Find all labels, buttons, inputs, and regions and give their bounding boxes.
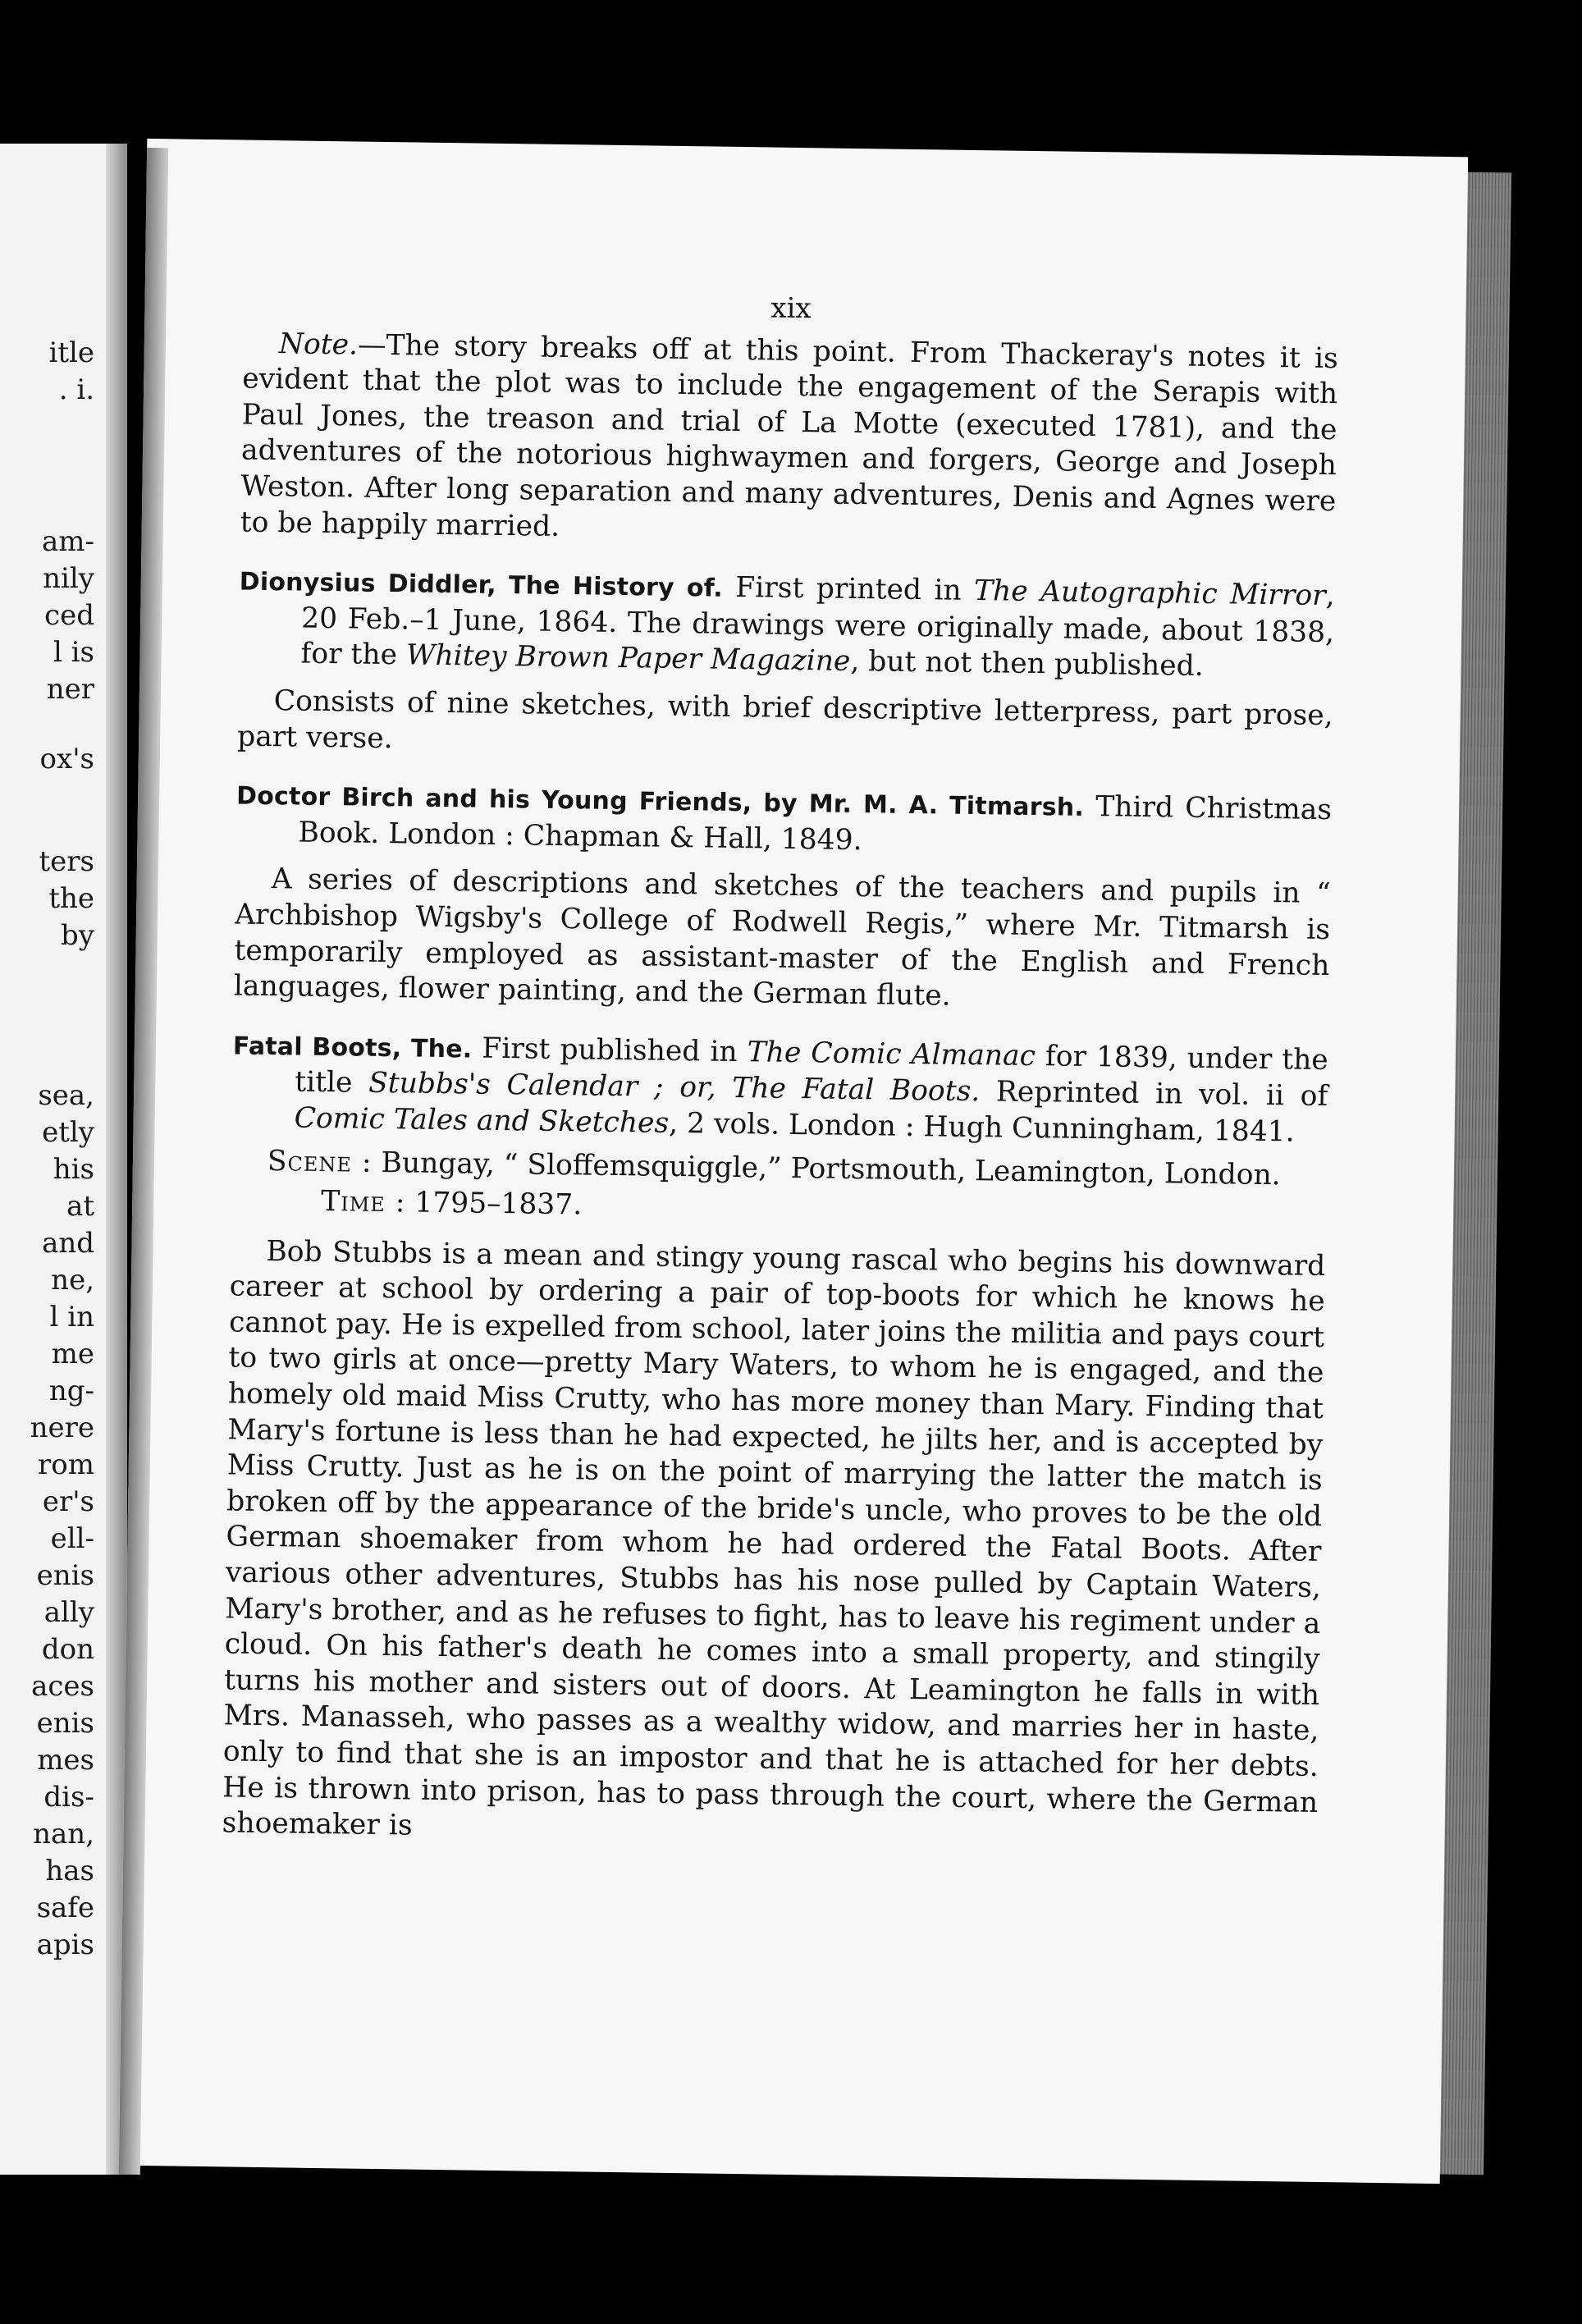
publication-title: Stubbs's Calendar ; or, The Fatal Boots. — [368, 1067, 981, 1109]
entry-text: Third Christmas Book. London : Chapman & Hall, 1849. — [298, 790, 1333, 857]
left-page-fragment: at — [66, 1190, 94, 1223]
entry-doctor-birch-body: A series of descriptions and sketches of the teachers and pupils in “ Archbishop Wigsby's College of Rodwell Regis,” where Mr. Titmarsh is temporarily employed as assistant-master of the English and French languages, flower painting, and the German flute. — [233, 862, 1331, 1013]
entry-text: for 1839, under the title — [295, 1039, 1329, 1100]
publication-title: The Comic Almanac — [747, 1035, 1036, 1073]
entry-text: First printed in — [722, 570, 975, 608]
entry-title: Dionysius Diddler, The History of. — [239, 567, 724, 603]
entry-dionysius-body: Consists of nine sketches, with brief descriptive letterpress, part prose, part verse. — [236, 684, 1333, 755]
left-page-fragment: don — [41, 1633, 94, 1666]
entry-doctor-birch-heading — [235, 778, 1332, 866]
left-page — [0, 144, 127, 2175]
left-page-fragment: safe — [36, 1892, 94, 1924]
note-paragraph — [240, 326, 1338, 556]
scene-label: Scene : — [267, 1145, 373, 1180]
entry-fatal-boots-heading — [231, 1027, 1328, 1151]
left-page-fragment: aces — [31, 1670, 94, 1703]
time-text: 1795–1837. — [405, 1186, 583, 1222]
note-text: —The story breaks off at this point. From Thackeray's notes it is evident that the plot was to include the engagement of the Serapis with Paul Jones, the treason and trial of La Motte (executed 1781), and the adventures of the notorious highwaymen and forgers, George and Joseph Weston. After long separation and many adventures, Denis and Agnes were to be happily married. — [240, 328, 1339, 543]
publication-title: Whitey Brown Paper Magazine — [405, 638, 851, 679]
entry-text: , 20 Feb.–1 June, 1864. The drawings were originally made, about 1838, for the — [300, 579, 1335, 672]
left-page-fragment: has — [45, 1855, 94, 1887]
left-page-fragment: ng- — [48, 1375, 94, 1407]
entry-text: , 2 vols. London : Hugh Cunningham, 1841. — [668, 1106, 1295, 1149]
left-page-fragment: ced — [44, 599, 94, 632]
publication-title: Comic Tales and Sketches — [294, 1101, 670, 1140]
left-page-fragment: ell- — [50, 1522, 94, 1555]
left-page-fragment: l in — [49, 1301, 94, 1334]
entry-title: Doctor Birch and his Young Friends, by Mr. M. A. Titmarsh. — [235, 781, 1085, 823]
left-page-fragment: the — [48, 882, 94, 915]
left-page-fragment: nily — [43, 562, 94, 595]
left-page-fragment: nan, — [33, 1818, 94, 1851]
left-page-fragment: etly — [42, 1116, 94, 1149]
entry-fatal-boots-body: Bob Stubbs is a mean and stingy young rascal who begins his downward career at school by ordering a pair of top-boots for which he knows he cannot pay. He is expelled from school, later joins the militia and pays court to two girls at once—pretty Mary Waters, to whom he is engaged, and the homely old maid Miss Crutty, who has more money than Mary. Finding that Mary's fortune is less than he had expected, he jilts her, and is accepted by Miss Crutty. Just as he is on the point of marrying the latter the match is broken off by the appearance of the bride's uncle, who proves to be the old German shoemaker from whom he had ordered the Fatal Boots. After various other adventures, Stubbs has his nose pulled by Captain Waters, Mary's brother, and as he refuses to fight, has to leave his regiment under a cloud. On his father's death he comes into a small property, and stingily turns his mother and sisters out of doors. At Leamington he falls in with Mrs. Manasseh, who passes as a wealthy widow, and marries her in haste, only to find that she is an impostor and that he is attached for her debts. He is thrown into prison, has to pass through the court, where the German shoemaker is — [222, 1234, 1326, 1842]
left-page-fragment: ne, — [51, 1264, 94, 1297]
publication-title: The Autographic Mirror — [973, 574, 1326, 613]
left-page-fragment: enis — [36, 1559, 94, 1592]
note-label: Note. — [278, 327, 359, 362]
time-label: Time : — [320, 1185, 406, 1219]
left-page-fragment: enis — [36, 1707, 94, 1740]
left-page-fragment: apis — [36, 1928, 94, 1961]
entry-text: , but not then published. — [850, 645, 1205, 684]
scene-text: Bungay, “ Sloffemsquiggle,” Portsmouth, Leamington, London. — [372, 1146, 1281, 1192]
left-page-fragment: am- — [42, 525, 94, 558]
entry-title: Fatal Boots, The. — [232, 1032, 473, 1064]
left-page-fragment: and — [42, 1227, 94, 1260]
left-page-fragment: mes — [37, 1744, 94, 1777]
entry-text: First published in — [472, 1032, 748, 1068]
page-number: xix — [770, 291, 812, 326]
left-page-fragment: ally — [43, 1596, 94, 1629]
left-page-fragment: nere — [30, 1411, 94, 1444]
left-page-fragment: er's — [42, 1485, 94, 1518]
left-page-fragment: sea, — [38, 1079, 94, 1112]
left-page-fragment: dis- — [43, 1781, 94, 1814]
left-page-fragment: ters — [39, 845, 94, 878]
left-page-fragment: by — [61, 919, 94, 952]
page-content — [222, 284, 1338, 1857]
left-page-fragment: ner — [46, 673, 94, 706]
entry-dionysius-heading — [238, 564, 1335, 687]
left-page-fragment: his — [53, 1153, 94, 1186]
left-page-fragment: l is — [53, 636, 94, 669]
left-page-fragment: ox's — [39, 743, 94, 775]
left-page-fragment: itle — [48, 336, 94, 369]
left-page-fragment: me — [51, 1338, 94, 1370]
left-page-fragment: rom — [38, 1448, 94, 1481]
right-page — [119, 139, 1468, 2184]
left-page-fragment: . i. — [58, 373, 94, 406]
entry-text: Reprinted in vol. ii of — [979, 1075, 1328, 1114]
